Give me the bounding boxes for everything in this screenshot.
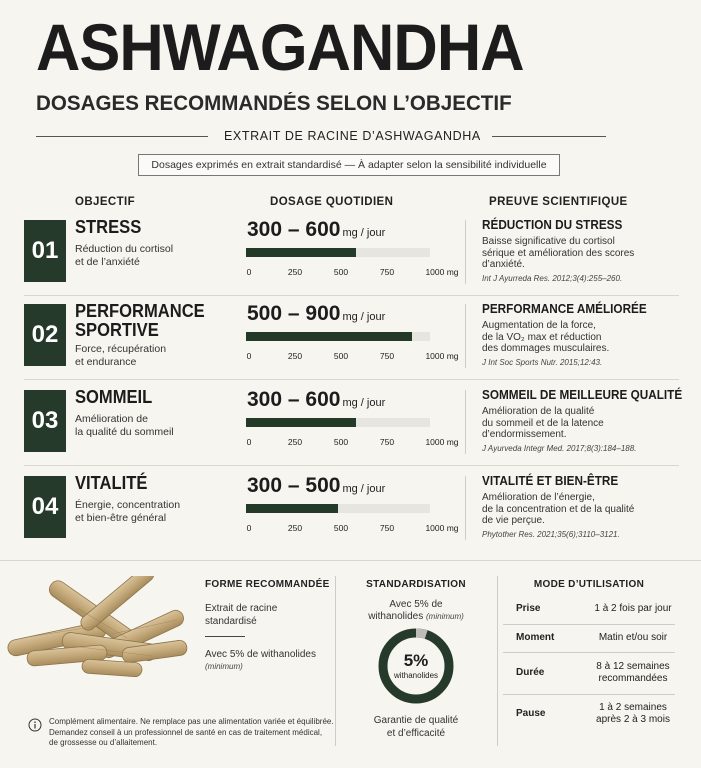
scale-tick-label: 1000 mg [425,437,459,447]
scale-tick-label: 750 [379,351,395,361]
row-vertical-divider [465,390,466,454]
scale-tick-label: 500 [333,523,349,533]
disclaimer [49,717,334,749]
disclaimer-line: de grossesse ou d’allaitement. [49,738,158,747]
objective-description-line: Énergie, concentration [75,499,181,511]
standard-bottom-2: et d’efficacité [386,728,446,739]
row-number: 04 [24,476,66,538]
dose-unit: mg / jour [342,483,386,495]
usage-value-line: 8 à 12 semaines [596,661,670,672]
usage-row [499,602,677,632]
column-header-evidence: PREUVE SCIENTIFIQUE [489,196,628,208]
dose-bar-track [246,248,430,257]
usage-value [593,661,673,685]
evidence-description-line: de la concentration et de la qualité [482,503,635,515]
dose-value [247,474,385,498]
dose-unit: mg / jour [342,311,386,323]
row-number: 01 [24,220,66,282]
objective-description [75,243,225,269]
evidence-description-line: Amélioration de la qualité [482,406,595,417]
standard-top-2a: withanolides [368,611,424,622]
evidence-description [482,320,652,355]
form-line-3: (minimum) [205,662,243,671]
dose-range: 300 – 600 [247,388,341,411]
scale-tick-label: 250 [287,267,303,277]
evidence-description-line: du sommeil et de la latence [482,417,604,429]
usage-value-line: 1 à 2 fois par jour [594,603,672,614]
section-title: EXTRAIT DE RACINE D’ASHWAGANDHA [224,129,481,143]
row-number: 02 [24,304,66,366]
dose-bar-fill [246,248,356,257]
dose-value [247,302,385,326]
objective-description-line: Réduction du cortisol [75,243,174,255]
dosage-row [24,302,679,382]
row-divider [24,465,679,466]
dose-bar-fill [246,418,356,427]
standard-bottom-1: Garantie de qualité [373,715,459,726]
evidence-description-line: d’endormissement. [482,429,567,440]
objective-description [75,499,225,525]
dose-bar-fill [246,504,338,513]
form-divider [205,636,245,637]
scale-tick-label: 1000 mg [425,267,459,277]
form-line-1b: standardisé [205,616,257,627]
objective-description-line: et endurance [75,356,137,368]
dose-range: 300 – 500 [247,474,341,497]
ashwagandha-roots-image [2,576,192,686]
scale-tick-label: 500 [333,351,349,361]
objective-description-line: et bien-être général [75,512,167,524]
scale-tick-label: 750 [379,523,395,533]
scale-tick-label: 250 [287,523,303,533]
dose-range: 500 – 900 [247,302,341,325]
objective-title-line: SPORTIVE [75,320,159,340]
scale-tick-label: 500 [333,437,349,447]
evidence-description [482,492,652,527]
form-line-1a: Extrait de racine [205,603,278,614]
objective-title-line: VITALITÉ [75,473,148,493]
scale-tick-label: 0 [246,437,252,447]
usage-label: Prise [516,603,541,614]
dosage-note: Dosages exprimés en extrait standardisé — À adapter selon la sensibilité individuelle [138,154,560,176]
objective-title [75,302,204,340]
row-vertical-divider [465,220,466,284]
scale-tick-label: 250 [287,351,303,361]
evidence-description-line: Augmentation de la force, [482,320,596,331]
scale-tick-label: 250 [287,437,303,447]
form-heading: FORME RECOMMANDÉE [205,579,330,590]
objective-title-line: SOMMEIL [75,387,153,407]
evidence-description-line: Baisse significative du cortisol [482,236,615,247]
row-vertical-divider [465,304,466,368]
scale-tick-label: 750 [379,437,395,447]
divider-left [36,136,208,137]
scale-tick-label: 1000 mg [425,523,459,533]
dose-range: 300 – 600 [247,218,341,241]
objective-title-line: STRESS [75,217,142,237]
objective-title [75,388,204,407]
scale-tick-label: 1000 mg [425,351,459,361]
evidence-reference: J Ayurveda Integr Med. 2017;8(3):184–188. [482,444,637,453]
standard-top-1: Avec 5% de [389,599,443,610]
usage-value [593,632,673,644]
usage-value-line: 1 à 2 semaines [599,702,667,713]
usage-label: Moment [516,632,555,643]
dosage-row [24,474,679,554]
vertical-divider-2 [497,576,498,746]
evidence-description [482,236,652,271]
row-divider [24,379,679,380]
standard-heading: STANDARDISATION [366,579,466,590]
dose-unit: mg / jour [342,397,386,409]
usage-label: Durée [516,667,545,678]
standard-pct-sub: withanolides [393,671,439,680]
column-header-dosage: DOSAGE QUOTIDIEN [270,196,394,208]
objective-description-line: Amélioration de [75,413,148,425]
evidence-title: VITALITÉ ET BIEN-ÊTRE [482,474,619,488]
usage-row [499,701,677,731]
evidence-description-line: sérique et amélioration des scores [482,247,635,259]
divider-right [492,136,606,137]
usage-value [593,702,673,726]
dose-value [247,218,385,242]
evidence-reference: J Int Soc Sports Nutr. 2015;12:43. [482,358,603,367]
scale-tick-label: 750 [379,267,395,277]
disclaimer-line: Demandez conseil à un professionnel de santé en cas de traitement médical, [49,727,323,737]
evidence-description-line: Amélioration de l’énergie, [482,492,595,503]
usage-divider [503,694,675,695]
usage-divider [503,652,675,653]
evidence-description [482,406,652,441]
dose-value [247,388,385,412]
objective-description [75,343,225,369]
standard-top-2b: (minimum) [426,612,464,621]
objective-title [75,474,204,493]
info-icon [28,718,42,732]
evidence-title: PERFORMANCE AMÉLIORÉE [482,302,647,316]
usage-heading: MODE D’UTILISATION [533,579,645,590]
dose-bar-track [246,504,430,513]
bottom-divider [0,560,701,561]
column-header-objective: OBJECTIF [75,196,136,208]
evidence-title: RÉDUCTION DU STRESS [482,218,623,232]
standard-pct-label: 5% [403,651,429,670]
scale-tick-label: 0 [246,523,252,533]
usage-divider [503,624,675,625]
evidence-description-line: d’anxiété. [482,259,525,270]
dosage-row [24,218,679,298]
evidence-description-line: des dommages musculaires. [482,343,610,354]
usage-label: Pause [516,708,546,719]
row-number: 03 [24,390,66,452]
dose-unit: mg / jour [342,227,386,239]
disclaimer-line: Complément alimentaire. Ne remplace pas une alimentation variée et équilibrée. [49,717,334,726]
scale-tick-label: 0 [246,267,252,277]
dose-bar-track [246,418,430,427]
dose-bar-fill [246,332,412,341]
usage-value-line: après 2 à 3 mois [596,714,670,725]
page-subtitle: DOSAGES RECOMMANDÉS SELON L’OBJECTIF [36,92,512,115]
objective-description-line: la qualité du sommeil [75,426,174,438]
evidence-reference: Phytother Res. 2021;35(6);3110–3121. [482,530,620,539]
scale-tick-label: 0 [246,351,252,361]
scale-tick-label: 500 [333,267,349,277]
objective-description-line: Force, récupération [75,343,167,355]
evidence-reference: Int J Ayurreda Res. 2012;3(4):255–260. [482,274,623,283]
page-title: ASHWAGANDHA [36,10,524,84]
objective-title-line: PERFORMANCE [75,301,205,321]
row-divider [24,295,679,296]
usage-row [499,631,677,661]
row-vertical-divider [465,476,466,540]
evidence-description-line: de la VO₂ max et réduction [482,331,602,343]
objective-description [75,413,225,439]
evidence-description-line: de vie perçue. [482,515,545,526]
form-line-2: Avec 5% de withanolides [205,649,316,660]
evidence-title: SOMMEIL DE MEILLEURE QUALITÉ [482,388,683,402]
dose-bar-track [246,332,430,341]
objective-title [75,218,204,237]
usage-value [593,603,673,615]
dosage-row [24,387,683,468]
usage-row [499,660,677,690]
usage-value-line: Matin et/ou soir [598,632,668,643]
objective-description-line: et de l’anxiété [75,256,140,268]
usage-value-line: recommandées [598,673,668,684]
